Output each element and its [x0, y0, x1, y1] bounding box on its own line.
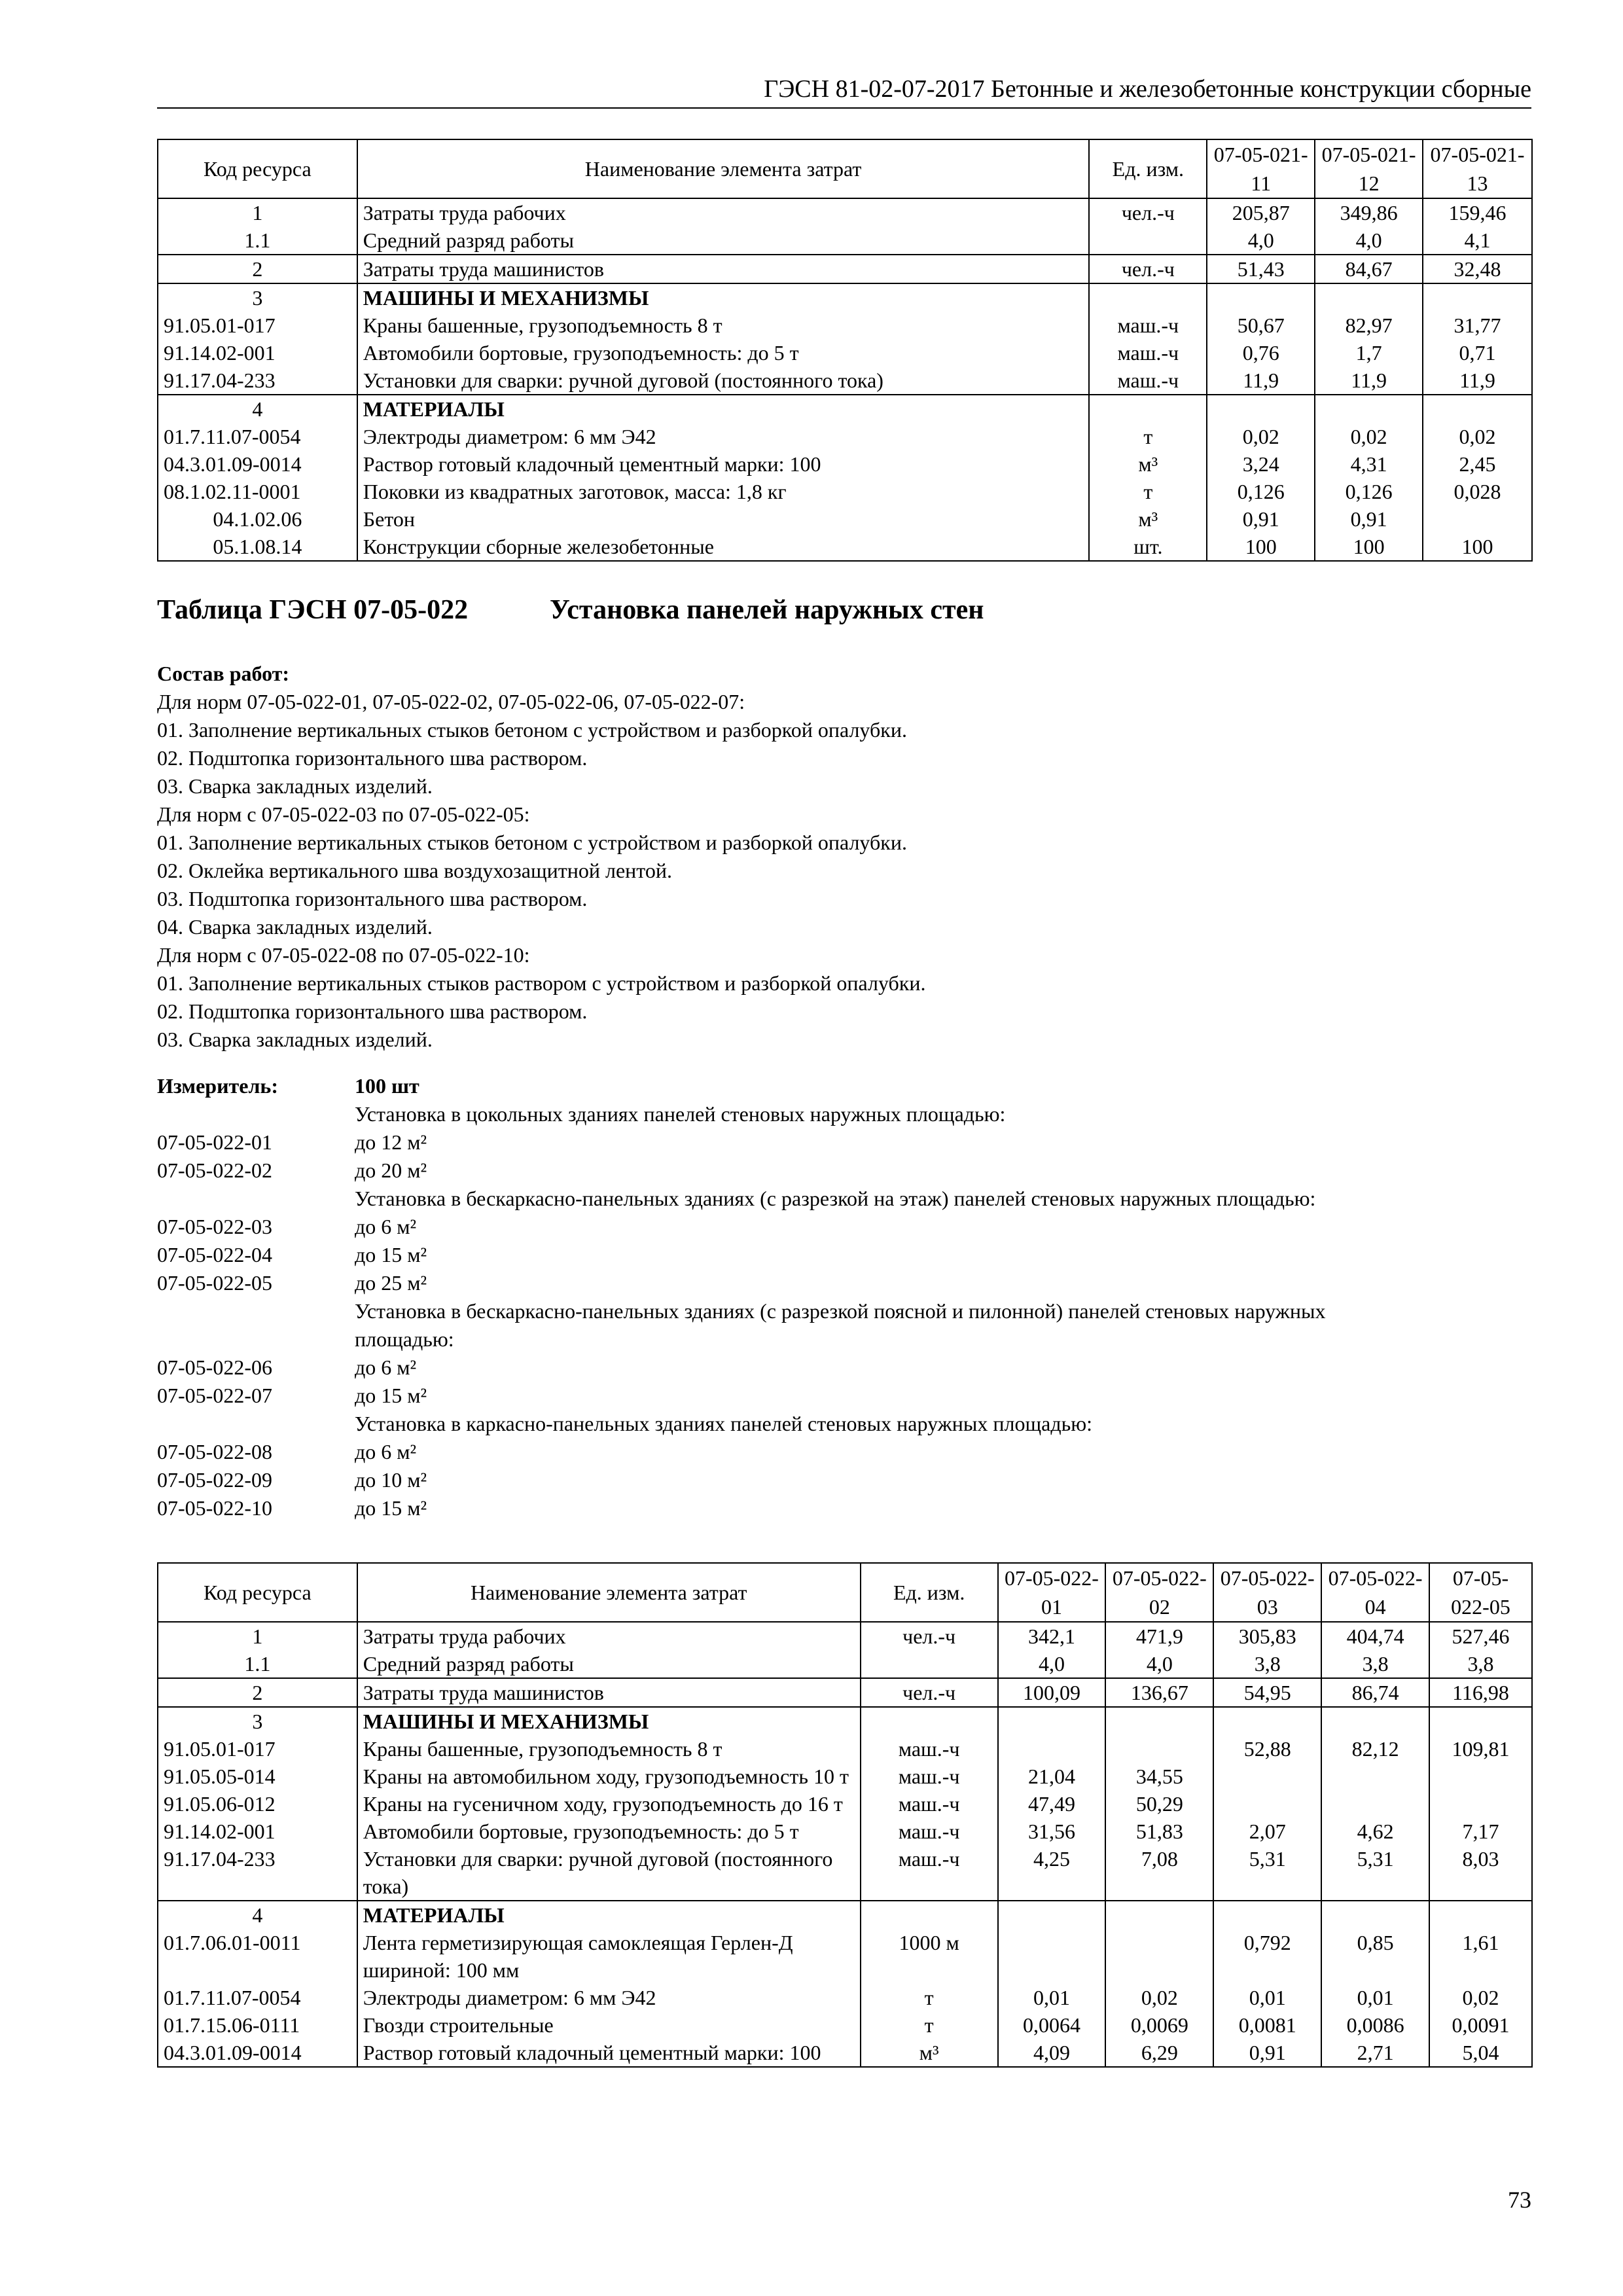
page-header [157, 73, 1531, 109]
cell-value [1423, 395, 1532, 423]
cell-name: Краны на гусеничном ходу, грузоподъемность до 16 т [357, 1790, 861, 1818]
norm-code: 07-05-022-02 [157, 1158, 272, 1182]
norm-code: 07-05-022-10 [157, 1496, 272, 1520]
cell-code: 91.17.04-233 [158, 1845, 357, 1901]
work-line: 02. Оклейка вертикального шва воздухозащитной лентой. [157, 859, 672, 882]
cell-unit [1089, 226, 1207, 255]
cell-value: 11,9 [1315, 367, 1423, 395]
cell-value [1321, 1901, 1429, 1929]
cell-value [1105, 1901, 1213, 1929]
cell-value [1321, 1790, 1429, 1818]
col-header-code: Код ресурса [158, 1563, 357, 1622]
cell-unit [1089, 395, 1207, 423]
cell-code: 04.1.02.06 [158, 505, 357, 533]
cell-value: 11,9 [1423, 367, 1532, 395]
cell-value: 0,02 [1315, 423, 1423, 450]
cell-value: 0,91 [1213, 2039, 1321, 2067]
cell-value: 0,126 [1207, 478, 1315, 505]
cell-value: 0,01 [998, 1984, 1106, 2011]
cell-value: 82,12 [1321, 1735, 1429, 1763]
cell-code: 91.05.01-017 [158, 312, 357, 339]
cell-value: 0,0069 [1105, 2011, 1213, 2039]
cell-code: 91.05.01-017 [158, 1735, 357, 1763]
table-row [158, 226, 1532, 255]
cell-unit: маш.-ч [1089, 367, 1207, 395]
cell-name: Краны башенные, грузоподъемность 8 т [357, 312, 1090, 339]
cell-code: 01.7.11.07-0054 [158, 1984, 357, 2011]
cell-name: МАТЕРИАЛЫ [357, 395, 1090, 423]
cell-unit: 1000 м [861, 1929, 998, 1984]
cell-value [1105, 1735, 1213, 1763]
work-line: 01. Заполнение вертикальных стыков бетоном с устройством и разборкой опалубки. [157, 718, 907, 742]
table-row [158, 1901, 1532, 1929]
norm-description: до 15 м² [355, 1243, 427, 1266]
col-header-norm: 07-05-022-01 [998, 1563, 1106, 1622]
cell-value: 471,9 [1105, 1622, 1213, 1650]
cell-value: 54,95 [1213, 1678, 1321, 1707]
cell-value: 3,8 [1321, 1650, 1429, 1678]
cell-value: 82,97 [1315, 312, 1423, 339]
work-line: Для норм 07-05-022-01, 07-05-022-02, 07-05-022-06, 07-05-022-07: [157, 690, 745, 713]
cell-value [1207, 283, 1315, 312]
table-row [158, 1735, 1532, 1763]
page-number: 73 [1508, 2187, 1531, 2213]
cell-unit: маш.-ч [861, 1790, 998, 1818]
cell-value [1213, 1790, 1321, 1818]
cell-code: 1 [158, 198, 357, 226]
table-row [158, 1678, 1532, 1707]
cell-value [1321, 1763, 1429, 1790]
cell-value: 0,02 [1105, 1984, 1213, 2011]
measure-row [157, 1382, 1531, 1410]
norm-description: до 6 м² [355, 1440, 417, 1463]
cell-unit: маш.-ч [1089, 312, 1207, 339]
norm-description: до 25 м² [355, 1271, 427, 1295]
work-line: 01. Заполнение вертикальных стыков бетоном с устройством и разборкой опалубки. [157, 831, 907, 854]
cell-unit: т [861, 1984, 998, 2011]
cell-unit: чел.-ч [861, 1678, 998, 1707]
table-row [158, 1845, 1532, 1901]
cell-value: 84,67 [1315, 255, 1423, 283]
cell-value: 100,09 [998, 1678, 1106, 1707]
col-header-code: Код ресурса [158, 139, 357, 198]
measure-row [157, 1354, 1531, 1382]
cell-name: МАШИНЫ И МЕХАНИЗМЫ [357, 283, 1090, 312]
cell-value: 305,83 [1213, 1622, 1321, 1650]
resource-table-2 [157, 1562, 1533, 2068]
cell-value: 8,03 [1429, 1845, 1532, 1901]
measure-row [157, 1100, 1531, 1128]
cell-value: 4,1 [1423, 226, 1532, 255]
cell-value: 0,01 [1321, 1984, 1429, 2011]
work-line: Для норм с 07-05-022-08 по 07-05-022-10: [157, 943, 530, 967]
cell-value [1321, 1707, 1429, 1735]
cell-code: 01.7.15.06-0111 [158, 2011, 357, 2039]
cell-unit: маш.-ч [861, 1818, 998, 1845]
cell-code: 04.3.01.09-0014 [158, 2039, 357, 2067]
norm-description: Установка в бескаркасно-панельных зданиях (с разрезкой на этаж) панелей стеновых наружных площадью: [355, 1187, 1316, 1210]
cell-name: Лента герметизирующая самоклеящая Герлен-Д шириной: 100 мм [357, 1929, 861, 1984]
norm-code: 07-05-022-07 [157, 1384, 272, 1407]
cell-value [1213, 1901, 1321, 1929]
cell-code: 1 [158, 1622, 357, 1650]
cell-value: 1,61 [1429, 1929, 1532, 1984]
cell-name: Автомобили бортовые, грузоподъемность: до 5 т [357, 339, 1090, 367]
cell-unit: маш.-ч [861, 1763, 998, 1790]
cell-name: Средний разряд работы [357, 226, 1090, 255]
norm-code: 07-05-022-04 [157, 1243, 272, 1266]
norm-code: 07-05-022-01 [157, 1130, 272, 1154]
cell-unit: чел.-ч [1089, 198, 1207, 226]
cell-value: 100 [1315, 533, 1423, 561]
norm-description: до 12 м² [355, 1130, 427, 1154]
cell-value: 3,24 [1207, 450, 1315, 478]
work-line: Для норм с 07-05-022-03 по 07-05-022-05: [157, 802, 530, 826]
cell-value: 1,7 [1315, 339, 1423, 367]
measure-row [157, 1438, 1531, 1466]
cell-unit: шт. [1089, 533, 1207, 561]
cell-name: Установки для сварки: ручной дуговой (постоянного тока) [357, 367, 1090, 395]
cell-code: 91.05.05-014 [158, 1763, 357, 1790]
cell-value [1429, 1763, 1532, 1790]
table-row [158, 198, 1532, 226]
cell-unit [1089, 283, 1207, 312]
table-row [158, 1818, 1532, 1845]
cell-name: Гвозди строительные [357, 2011, 861, 2039]
cell-value: 50,29 [1105, 1790, 1213, 1818]
cell-unit: т [1089, 478, 1207, 505]
cell-unit: чел.-ч [861, 1622, 998, 1650]
cell-unit: м³ [1089, 450, 1207, 478]
cell-value: 527,46 [1429, 1622, 1532, 1650]
cell-unit: маш.-ч [861, 1845, 998, 1901]
measure-row [157, 1213, 1531, 1241]
table-row [158, 283, 1532, 312]
cell-value [1105, 1707, 1213, 1735]
cell-name: Раствор готовый кладочный цементный марки: 100 [357, 450, 1090, 478]
cell-value: 51,83 [1105, 1818, 1213, 1845]
cell-value: 2,45 [1423, 450, 1532, 478]
table-row [158, 423, 1532, 450]
cell-value: 4,09 [998, 2039, 1106, 2067]
table-row [158, 1929, 1532, 1984]
col-header-norm: 07-05-022-03 [1213, 1563, 1321, 1622]
measure-row [157, 1297, 1531, 1325]
cell-value: 51,43 [1207, 255, 1315, 283]
cell-name: Раствор готовый кладочный цементный марки: 100 [357, 2039, 861, 2067]
work-line: 03. Сварка закладных изделий. [157, 1028, 433, 1051]
table-row [158, 367, 1532, 395]
cell-value: 4,0 [998, 1650, 1106, 1678]
cell-unit: м³ [861, 2039, 998, 2067]
col-header-norm: 07-05-022-02 [1105, 1563, 1213, 1622]
measure-row [157, 1494, 1531, 1522]
cell-unit: т [861, 2011, 998, 2039]
col-header-unit: Ед. изм. [861, 1563, 998, 1622]
norm-description: до 6 м² [355, 1355, 417, 1379]
col-header-name: Наименование элемента затрат [357, 1563, 861, 1622]
work-line: 03. Сварка закладных изделий. [157, 774, 433, 798]
cell-value [1315, 395, 1423, 423]
cell-value: 47,49 [998, 1790, 1106, 1818]
work-line: 02. Подштопка горизонтального шва раствором. [157, 746, 588, 770]
cell-value: 205,87 [1207, 198, 1315, 226]
cell-value: 109,81 [1429, 1735, 1532, 1763]
cell-value: 342,1 [998, 1622, 1106, 1650]
col-header-norm: 07-05-021-13 [1423, 139, 1532, 198]
cell-value: 0,02 [1429, 1984, 1532, 2011]
cell-value: 3,8 [1213, 1650, 1321, 1678]
cell-code: 2 [158, 1678, 357, 1707]
cell-code: 3 [158, 1707, 357, 1735]
cell-name: МАШИНЫ И МЕХАНИЗМЫ [357, 1707, 861, 1735]
cell-value: 100 [1207, 533, 1315, 561]
cell-value: 0,01 [1213, 1984, 1321, 2011]
work-line: 04. Сварка закладных изделий. [157, 915, 433, 939]
cell-value: 4,62 [1321, 1818, 1429, 1845]
col-header-norm: 07-05-022-04 [1321, 1563, 1429, 1622]
cell-value [1213, 1707, 1321, 1735]
cell-value: 0,028 [1423, 478, 1532, 505]
cell-value: 2,07 [1213, 1818, 1321, 1845]
table-row [158, 312, 1532, 339]
cell-value: 0,85 [1321, 1929, 1429, 1984]
cell-value: 0,0081 [1213, 2011, 1321, 2039]
cell-value: 4,0 [1315, 226, 1423, 255]
cell-value [998, 1929, 1106, 1984]
cell-unit: чел.-ч [1089, 255, 1207, 283]
cell-name: Затраты труда рабочих [357, 198, 1090, 226]
cell-value: 100 [1423, 533, 1532, 561]
measure-row [157, 1410, 1531, 1438]
cell-name: Электроды диаметром: 6 мм Э42 [357, 423, 1090, 450]
cell-value [1423, 283, 1532, 312]
cell-name: Затраты труда рабочих [357, 1622, 861, 1650]
cell-value: 6,29 [1105, 2039, 1213, 2067]
table-row [158, 505, 1532, 533]
cell-value: 21,04 [998, 1763, 1106, 1790]
cell-code: 91.05.06-012 [158, 1790, 357, 1818]
col-header-unit: Ед. изм. [1089, 139, 1207, 198]
cell-value: 2,71 [1321, 2039, 1429, 2067]
table-row [158, 478, 1532, 505]
work-line: 03. Подштопка горизонтального шва раствором. [157, 887, 588, 910]
cell-code: 2 [158, 255, 357, 283]
norm-description: до 10 м² [355, 1468, 427, 1492]
cell-value: 5,31 [1321, 1845, 1429, 1901]
cell-value [998, 1735, 1106, 1763]
cell-value: 159,46 [1423, 198, 1532, 226]
table-row [158, 1790, 1532, 1818]
table-row [158, 1984, 1532, 2011]
cell-value: 4,25 [998, 1845, 1106, 1901]
cell-unit: маш.-ч [861, 1735, 998, 1763]
col-header-norm: 07-05-021-12 [1315, 139, 1423, 198]
cell-value: 86,74 [1321, 1678, 1429, 1707]
table-title-name: Установка панелей наружных стен [550, 595, 984, 625]
cell-unit: т [1089, 423, 1207, 450]
measure-row [157, 1269, 1531, 1297]
table-row [158, 255, 1532, 283]
norm-code: 07-05-022-08 [157, 1440, 272, 1463]
cell-value [1105, 1929, 1213, 1984]
norm-description: Установка в цокольных зданиях панелей стеновых наружных площадью: [355, 1102, 1006, 1126]
table-row [158, 1650, 1532, 1678]
cell-value: 4,31 [1315, 450, 1423, 478]
cell-value: 0,0086 [1321, 2011, 1429, 2039]
measure-row [157, 1325, 1531, 1354]
cell-name: Электроды диаметром: 6 мм Э42 [357, 1984, 861, 2011]
norm-description: Установка в бескаркасно-панельных зданиях (с разрезкой поясной и пилонной) панелей стеновых наружных [355, 1299, 1326, 1323]
cell-code: 05.1.08.14 [158, 533, 357, 561]
cell-value [1213, 1763, 1321, 1790]
cell-code: 91.17.04-233 [158, 367, 357, 395]
cell-value: 404,74 [1321, 1622, 1429, 1650]
cell-name: Затраты труда машинистов [357, 255, 1090, 283]
table-row [158, 2011, 1532, 2039]
measure-label: Измеритель: [157, 1074, 278, 1098]
cell-value: 0,71 [1423, 339, 1532, 367]
cell-name: Краны на автомобильном ходу, грузоподъемность 10 т [357, 1763, 861, 1790]
cell-name: Затраты труда машинистов [357, 1678, 861, 1707]
cell-code: 04.3.01.09-0014 [158, 450, 357, 478]
cell-name: МАТЕРИАЛЫ [357, 1901, 861, 1929]
cell-value: 7,17 [1429, 1818, 1532, 1845]
cell-unit [861, 1707, 998, 1735]
measure-row [157, 1128, 1531, 1157]
cell-value [1429, 1790, 1532, 1818]
cell-name: Средний разряд работы [357, 1650, 861, 1678]
measure-value: 100 шт [355, 1074, 419, 1098]
cell-value [1423, 505, 1532, 533]
norm-description: Установка в каркасно-панельных зданиях панелей стеновых наружных площадью: [355, 1412, 1092, 1435]
table-row [158, 2039, 1532, 2067]
cell-code: 01.7.06.01-0011 [158, 1929, 357, 1984]
cell-name: Автомобили бортовые, грузоподъемность: до 5 т [357, 1818, 861, 1845]
cell-unit [861, 1901, 998, 1929]
cell-value [1315, 283, 1423, 312]
cell-value: 0,76 [1207, 339, 1315, 367]
cell-value: 52,88 [1213, 1735, 1321, 1763]
cell-name: Бетон [357, 505, 1090, 533]
cell-value [1429, 1901, 1532, 1929]
cell-value: 0,91 [1315, 505, 1423, 533]
cell-value [1207, 395, 1315, 423]
cell-value: 0,91 [1207, 505, 1315, 533]
cell-value: 31,77 [1423, 312, 1532, 339]
cell-value: 32,48 [1423, 255, 1532, 283]
table-row [158, 395, 1532, 423]
cell-name: Конструкции сборные железобетонные [357, 533, 1090, 561]
table-row [158, 1707, 1532, 1735]
cell-value: 349,86 [1315, 198, 1423, 226]
measure-row [157, 1466, 1531, 1494]
cell-value [1429, 1707, 1532, 1735]
cell-code: 01.7.11.07-0054 [158, 423, 357, 450]
cell-value: 5,04 [1429, 2039, 1532, 2067]
cell-value: 0,02 [1207, 423, 1315, 450]
cell-value: 31,56 [998, 1818, 1106, 1845]
table-row [158, 533, 1532, 561]
cell-code: 91.14.02-001 [158, 1818, 357, 1845]
norm-code: 07-05-022-03 [157, 1215, 272, 1238]
norm-description: до 6 м² [355, 1215, 417, 1238]
norm-description: до 15 м² [355, 1496, 427, 1520]
header-title: ГЭСН 81-02-07-2017 Бетонные и железобетонные конструкции сборные [764, 75, 1531, 103]
cell-code: 4 [158, 395, 357, 423]
norm-description: площадью: [355, 1327, 454, 1351]
cell-code: 1.1 [158, 226, 357, 255]
cell-value: 116,98 [1429, 1678, 1532, 1707]
table-title-code: Таблица ГЭСН 07-05-022 [157, 595, 469, 625]
measure-row [157, 1185, 1531, 1213]
table-title [157, 594, 984, 626]
cell-value: 0,02 [1423, 423, 1532, 450]
col-header-name: Наименование элемента затрат [357, 139, 1090, 198]
cell-name: Поковки из квадратных заготовок, масса: 1,8 кг [357, 478, 1090, 505]
work-line: 02. Подштопка горизонтального шва раствором. [157, 999, 588, 1023]
resource-table-1 [157, 139, 1533, 562]
table-row [158, 339, 1532, 367]
norm-code: 07-05-022-09 [157, 1468, 272, 1492]
cell-value: 11,9 [1207, 367, 1315, 395]
cell-name: Краны башенные, грузоподъемность 8 т [357, 1735, 861, 1763]
cell-code: 91.14.02-001 [158, 339, 357, 367]
cell-value: 0,792 [1213, 1929, 1321, 1984]
cell-value: 0,0091 [1429, 2011, 1532, 2039]
cell-value [998, 1707, 1106, 1735]
cell-value: 0,126 [1315, 478, 1423, 505]
cell-value: 34,55 [1105, 1763, 1213, 1790]
cell-value [998, 1901, 1106, 1929]
cell-code: 3 [158, 283, 357, 312]
cell-value: 7,08 [1105, 1845, 1213, 1901]
cell-value: 5,31 [1213, 1845, 1321, 1901]
measure-row [157, 1157, 1531, 1185]
cell-unit: маш.-ч [1089, 339, 1207, 367]
norm-code: 07-05-022-06 [157, 1355, 272, 1379]
table-row [158, 1763, 1532, 1790]
cell-value: 3,8 [1429, 1650, 1532, 1678]
cell-value: 4,0 [1105, 1650, 1213, 1678]
cell-name: Установки для сварки: ручной дуговой (постоянного тока) [357, 1845, 861, 1901]
measure-row [157, 1241, 1531, 1269]
col-header-norm: 07-05-021-11 [1207, 139, 1315, 198]
norm-description: до 20 м² [355, 1158, 427, 1182]
table-row [158, 450, 1532, 478]
norm-code: 07-05-022-05 [157, 1271, 272, 1295]
cell-value: 4,0 [1207, 226, 1315, 255]
measure-block [157, 1072, 1531, 1522]
norm-description: до 15 м² [355, 1384, 427, 1407]
work-line: 01. Заполнение вертикальных стыков раствором с устройством и разборкой опалубки. [157, 971, 926, 995]
cell-unit: м³ [1089, 505, 1207, 533]
work-heading: Состав работ: [157, 662, 290, 685]
cell-unit [861, 1650, 998, 1678]
cell-value: 0,0064 [998, 2011, 1106, 2039]
cell-value: 136,67 [1105, 1678, 1213, 1707]
cell-code: 4 [158, 1901, 357, 1929]
col-header-norm: 07-05-022-05 [1429, 1563, 1532, 1622]
cell-code: 1.1 [158, 1650, 357, 1678]
cell-code: 08.1.02.11-0001 [158, 478, 357, 505]
cell-value: 50,67 [1207, 312, 1315, 339]
work-composition [157, 660, 925, 1054]
table-row [158, 1622, 1532, 1650]
